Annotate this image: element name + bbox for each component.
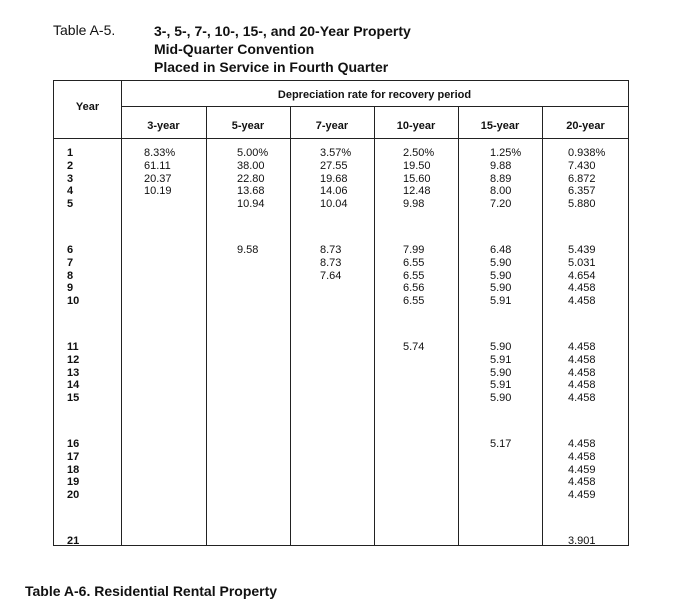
rate-cell: 12.48 [403,185,431,198]
rate-cell: 7.99 [403,244,425,256]
header-divider [54,138,628,139]
year-cell: 1 [67,147,74,159]
year-cell: 9 [67,282,74,295]
rate-cell: 0.938% [568,147,606,159]
rate-cell: 5.74 [403,341,425,353]
rate-cell: 5.90 [490,392,512,405]
rate-cell: 9.98 [403,198,425,211]
rate-cell: 4.654 [568,269,596,282]
rate-cell: 15.60 [403,172,431,185]
year-cell: 14 [67,379,80,392]
title-line-1: 3-, 5-, 7-, 10-, 15-, and 20-Year Property [154,23,411,39]
column-header-15-year: 15-year [480,120,520,132]
rate-cell: 4.458 [568,392,596,405]
rate-cell: 19.50 [403,159,431,172]
year-cell: 3 [67,172,74,185]
year-cell: 10 [67,295,80,308]
year-cell: 11 [67,341,79,353]
title-line-3: Placed in Service in Fourth Quarter [154,59,389,75]
rate-cell: 5.91 [490,295,512,308]
year-column-header: Year [75,101,100,113]
rate-cell: 5.90 [490,269,512,282]
rate-cell: 5.91 [490,379,512,392]
year-cell: 21 [67,535,80,547]
rate-cell: 8.89 [490,172,512,185]
column-divider [374,106,375,545]
rate-cell: 13.68 [237,185,265,198]
rate-cell: 6.357 [568,185,596,198]
rate-cell: 6.56 [403,282,425,295]
rate-cell: 4.459 [568,489,596,502]
year-cell: 8 [67,269,74,282]
recovery-period-group-header: Depreciation rate for recovery period [277,89,472,101]
rate-cell: 5.17 [490,438,512,450]
depreciation-table [53,80,629,546]
column-header-5-year: 5-year [231,120,265,132]
rate-cell: 5.880 [568,198,596,211]
year-cell: 17 [67,450,80,463]
rate-cell: 4.458 [568,476,596,489]
year-cell: 5 [67,198,74,211]
rate-cell: 19.68 [320,172,348,185]
rate-cell: 2.50% [403,147,435,159]
rate-cell: 38.00 [237,159,265,172]
column-header-10-year: 10-year [396,120,436,132]
year-cell: 6 [67,244,74,256]
next-table-title-fragment: Table A-6. Residential Rental Property [25,583,278,599]
rate-cell: 10.94 [237,198,265,211]
column-header-3-year: 3-year [147,120,180,132]
year-cell: 7 [67,256,74,269]
rate-cell: 4.458 [568,438,596,450]
column-divider [206,106,207,545]
year-cell: 4 [67,185,74,198]
year-cell: 12 [67,353,80,366]
rate-cell: 4.458 [568,366,596,379]
rate-cell: 4.458 [568,341,596,353]
rate-cell: 27.55 [320,159,348,172]
rate-cell: 6.55 [403,269,425,282]
rate-cell: 5.90 [490,366,512,379]
rate-cell: 4.458 [568,450,596,463]
column-divider [458,106,459,545]
title-line-2: Mid-Quarter Convention [154,41,315,57]
rate-cell: 4.458 [568,379,596,392]
rate-cell: 5.439 [568,244,596,256]
rate-cell: 9.58 [237,244,259,256]
rate-cell: 7.64 [320,269,342,282]
year-cell: 13 [67,366,80,379]
rate-cell: 8.73 [320,244,342,256]
column-divider [542,106,543,545]
rate-cell: 22.80 [237,172,265,185]
column-header-7-year: 7-year [315,120,349,132]
rate-cell: 8.33% [144,147,176,159]
rate-cell: 7.20 [490,198,512,211]
rate-cell: 4.458 [568,295,596,308]
rate-cell: 61.11 [144,159,171,172]
rate-cell: 9.88 [490,159,512,172]
rate-cell: 6.55 [403,295,425,308]
rate-cell: 7.430 [568,159,596,172]
rate-cell: 5.90 [490,282,512,295]
rate-cell: 4.459 [568,463,596,476]
rate-cell: 5.90 [490,256,512,269]
rate-cell: 8.73 [320,256,342,269]
rate-cell: 6.55 [403,256,425,269]
rate-cell: 10.04 [320,198,348,211]
rate-cell: 8.00 [490,185,512,198]
rate-cell: 6.48 [490,244,512,256]
year-cell: 2 [67,159,74,172]
table-title [154,22,411,76]
column-header-20-year: 20-year [566,120,605,132]
rate-cell: 5.00% [237,147,269,159]
year-cell: 20 [67,489,80,502]
rate-cell: 4.458 [568,353,596,366]
year-cell: 15 [67,392,80,405]
table-label: Table A-5. [53,22,116,38]
rate-cell: 4.458 [568,282,596,295]
column-divider [121,81,122,545]
rate-cell: 1.25% [490,147,522,159]
rate-cell: 20.37 [144,172,172,185]
group-header-divider [121,106,628,107]
rate-cell: 6.872 [568,172,596,185]
column-divider [290,106,291,545]
year-cell: 16 [67,438,80,450]
rate-cell: 10.19 [144,185,172,198]
rate-cell: 5.91 [490,353,512,366]
rate-cell: 5.031 [568,256,596,269]
year-cell: 19 [67,476,80,489]
rate-cell: 14.06 [320,185,348,198]
year-cell: 18 [67,463,80,476]
rate-cell: 3.57% [320,147,352,159]
rate-cell: 5.90 [490,341,512,353]
rate-cell: 3.901 [568,535,596,547]
